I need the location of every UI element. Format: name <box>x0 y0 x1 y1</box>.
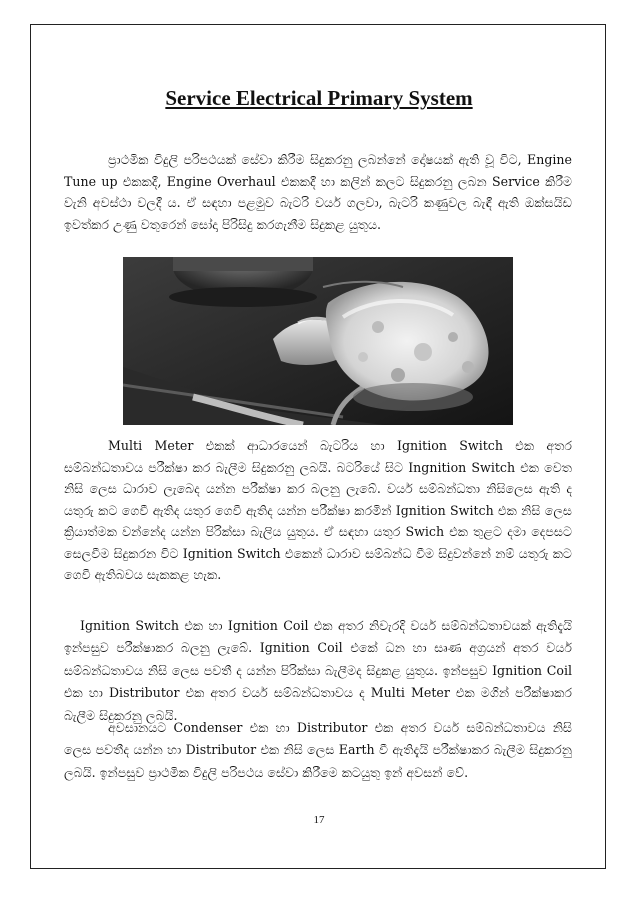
page-number: 17 <box>313 814 325 826</box>
intro-paragraph: ප්‍රාථමික විදුලි පරිපථයක් සේවා කිරීම සිදුකරනු ලබන්නේ දෝෂයක් ඇති වූ විට, Engine Tune up එකකදී, Engine Overhaul එකකදී හා කලින් කලට සිදුකරනු ලබන Service කිරීම වැනි අවස්ථා වලදී ය. ඒ සඳහා පළමුව බැටරි වයර් ගලවා, බැටරි කණුවල බැඳී ඇති ඔක්සයිඩ ඉවත්කර උණු වතුරෙන් සෝදා පිරිසිදු කරගැනීම සිදුකළ යුතුය. <box>64 152 572 232</box>
corroded-battery-terminal-photo <box>123 257 513 425</box>
ignition-coil-paragraph: Ignition Switch එක හා Ignition Coil එක අතර නිවැරදි වයර් සම්බන්ධතාවයක් ඇතිදැයි ඉන්පසුව පරීක්ෂාකර බලනු ලැබේ. Ignition Coil එකේ ධන හා සෘණ අග්‍රයන් අතර වයර් සම්බන්ධතාවය නිසි ලෙස පවතී ද යන්න පිරික්සා බැලීමද සිදුකළ යුතුය. ඉන්පසුව Ignition Coil එක හා Distributor එක අතර වයර් සම්බන්ධතාවය ද Multi Meter එක මගින් පරීක්ෂාකර බැලීම සිදුකරනු ලබයි. <box>64 618 572 723</box>
page-title: Service Electrical Primary System <box>165 86 473 111</box>
conclusion-paragraph: අවසානයට Condenser එක හා Distributor එක අතර වයර් සම්බන්ධතාවය නිසි ලෙස පවතීද යන්න හා Distributor එක නිසි ලෙස Earth වී ඇතිදැයි පරීක්ෂාකර බැලීම සිදුකරනු ලබයි. ඉන්පසුව ප්‍රාථමික විදුලි පරිපථය සේවා කිරීමෙ කටයුතු ඉන් අවසන් වේ. <box>64 720 572 780</box>
multimeter-paragraph: Multi Meter එකක් ආධාරයෙන් බැටරිය හා Ignition Switch එක අතර සම්බන්ධතාවය පරීක්ෂා කර බැලීම සිදුකරනු ලබයි. බටරියේ සිට Ingnition Switch එක වෙත නිසි ලෙස ධාරාව ලැබෙද යන්න පරීක්ෂා කර බලනු ලැබේ. වයර් සම්බන්ධතා නිසිලෙස ඇති ද යතුරු කට ගෙවී ඇතිද යතුර ගෙවී ඇතිද යන්න පරීක්ෂා කරමින් Ignition Switch එක නිසි ලෙස ක්‍රියාත්මක වන්නේද යන්න පිරික්සා බැලිය යුතුය. ඒ සඳහා යතුර Swich එක තුළට දමා දෙපසට සෙලවීම සිදුකරන විට Ignition Switch එකෙන් ධාරාව සම්බන්ධ වීම සිදුවන්නේ නම් යතුරු කට ගෙවී ඇතිබවය සැකකළ හැක. <box>64 438 572 582</box>
